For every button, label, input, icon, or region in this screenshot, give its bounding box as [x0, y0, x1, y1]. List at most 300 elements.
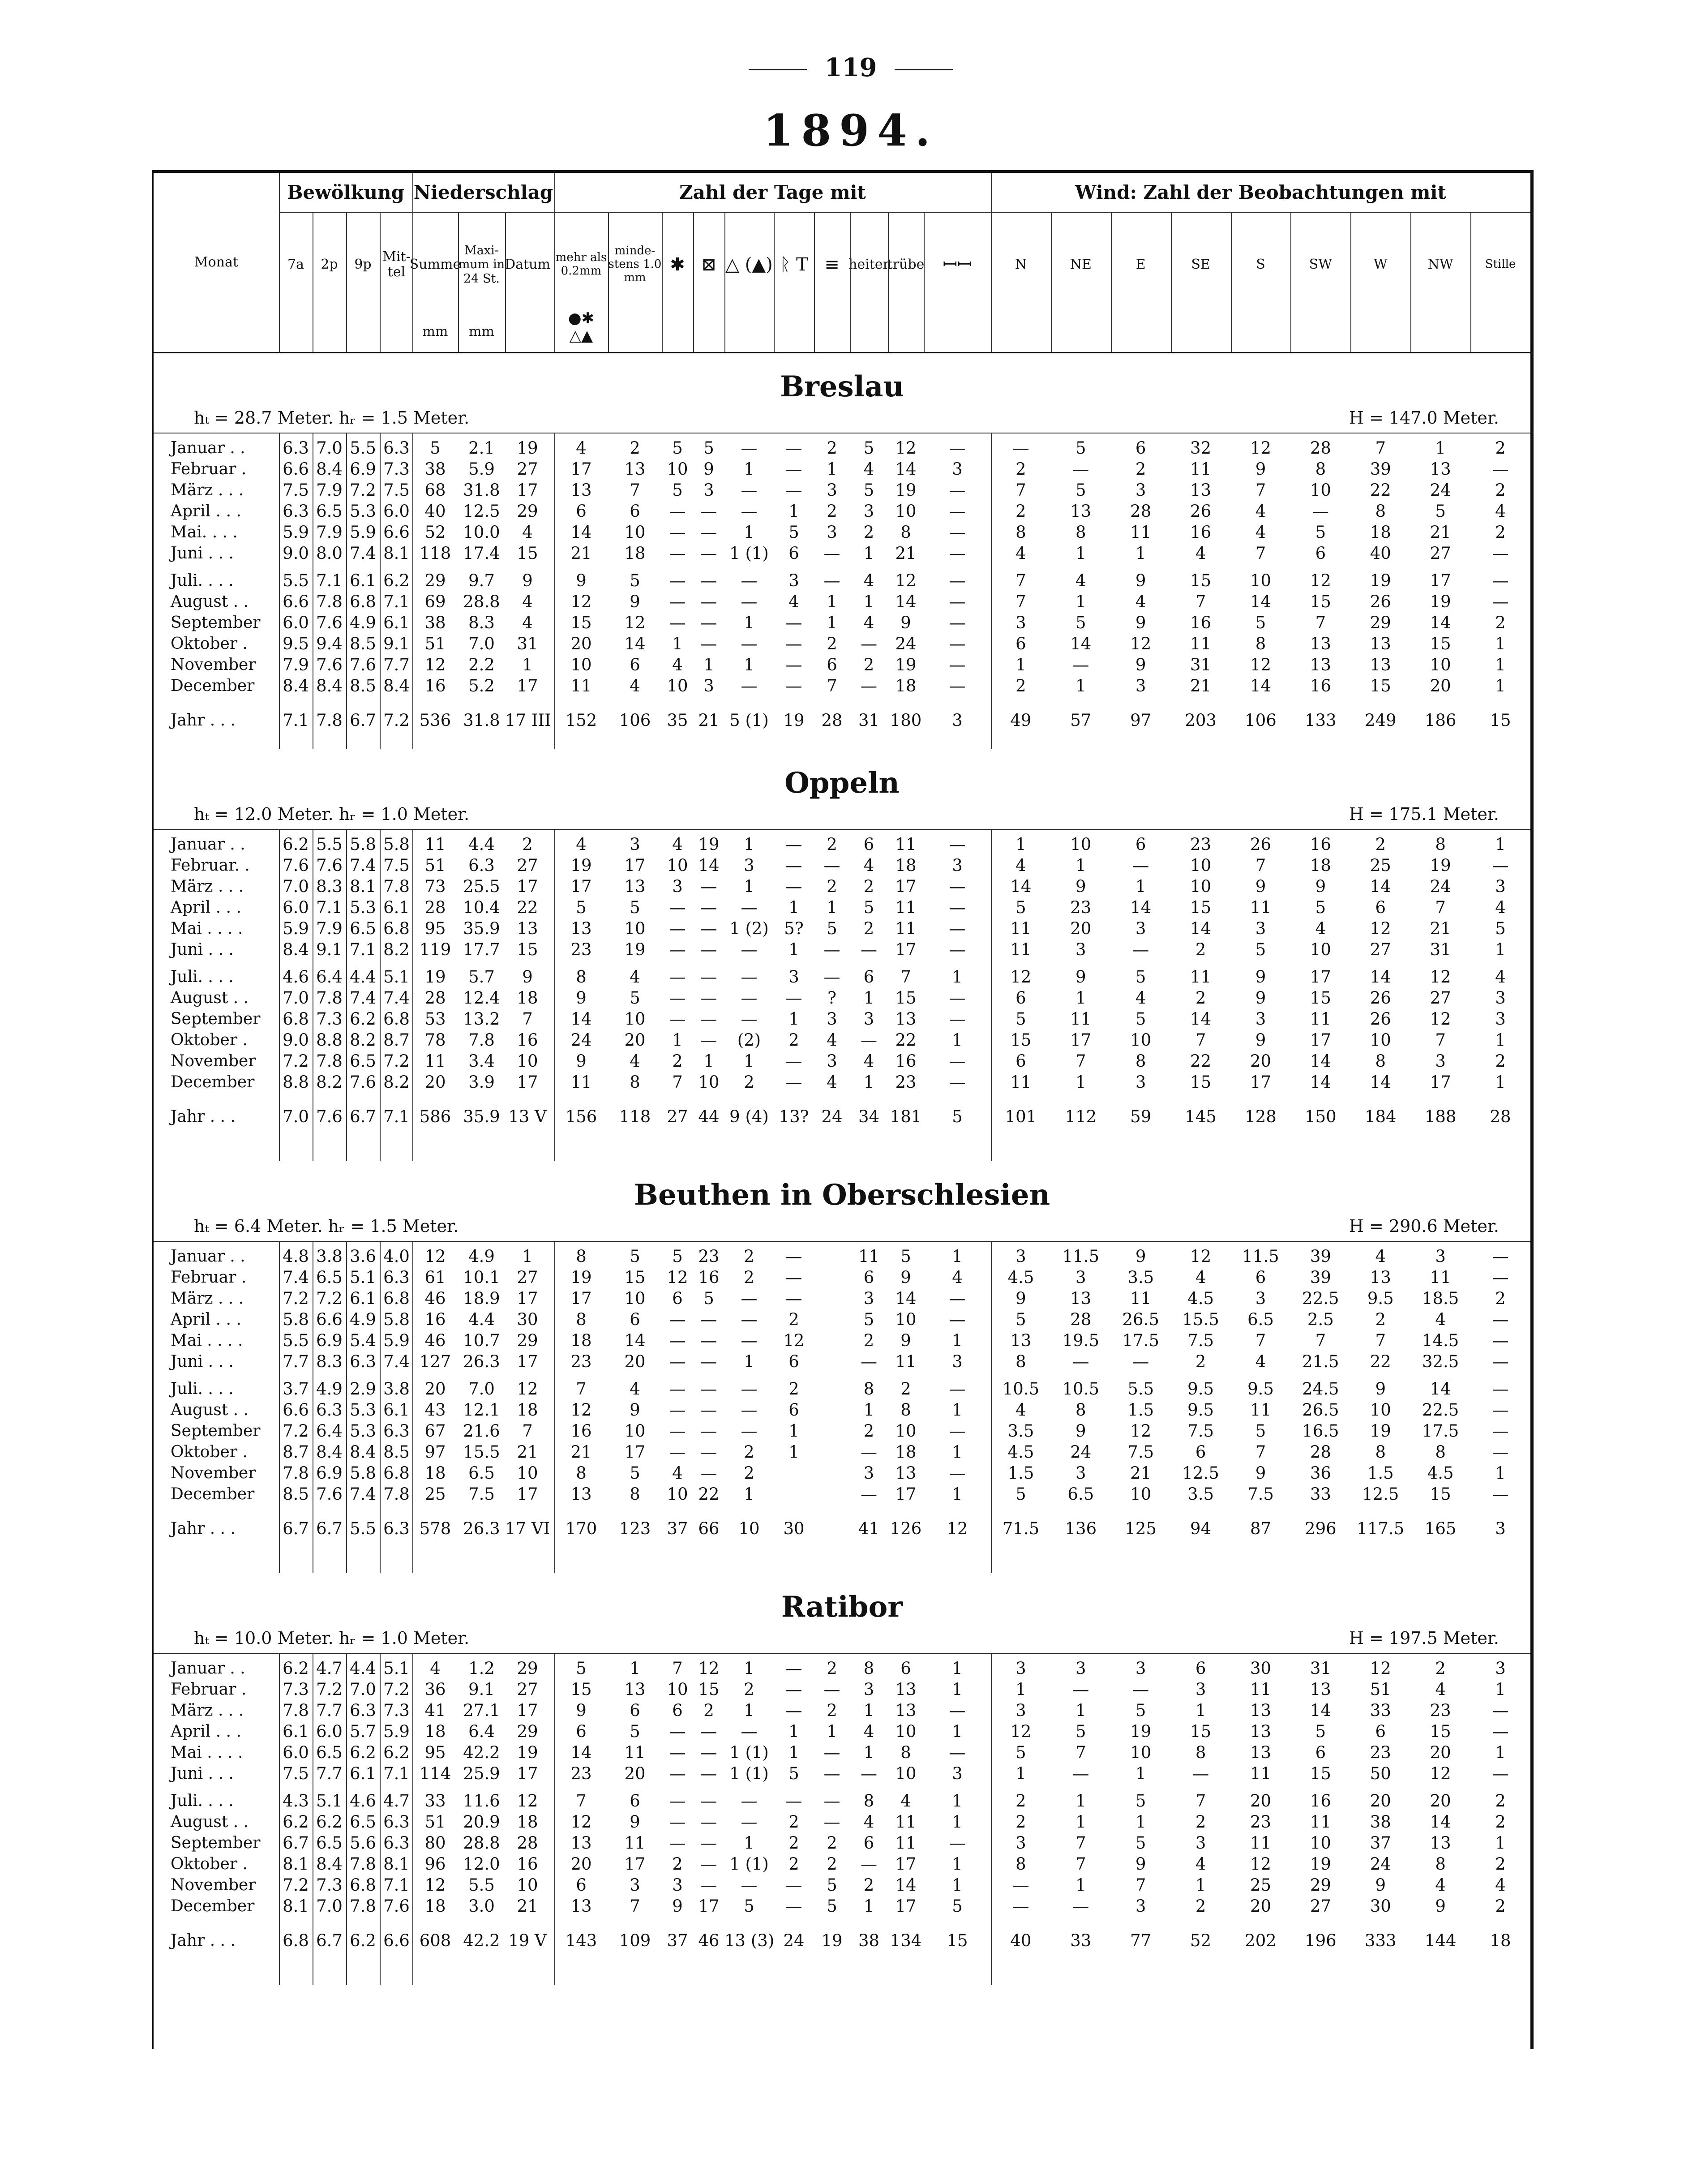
- cell-mehr-als: 20: [570, 1854, 592, 1874]
- cell-heiter: 2: [863, 523, 874, 542]
- cell-sw: 12: [1310, 571, 1331, 590]
- month-label: Mai . . . .: [171, 919, 243, 938]
- cell-mehr-als: 8: [576, 1247, 587, 1266]
- cell-s: 7: [1255, 1442, 1266, 1462]
- cell-datum: 10: [517, 1463, 538, 1483]
- cell-graupel-icon: —: [741, 1331, 758, 1350]
- header-niederschlag: Niederschlag: [412, 173, 554, 213]
- month-label: April . . .: [171, 502, 241, 520]
- cell-sw: 150: [1305, 1107, 1337, 1126]
- cell-se: 6: [1195, 1659, 1206, 1678]
- cell-sturm-icon: 1: [952, 1875, 963, 1895]
- cell-sw: 13: [1310, 634, 1331, 653]
- cell-hagel-icon: 1: [703, 1051, 714, 1071]
- cell-datum: 17: [517, 1485, 538, 1504]
- cell-heiter: 1: [863, 544, 874, 563]
- cell-nw: 1: [1435, 438, 1446, 458]
- cell-w: 8: [1375, 502, 1386, 521]
- table-row: [154, 1421, 1530, 1442]
- cell-s: 7: [1255, 481, 1266, 500]
- cell-w: 10: [1370, 1030, 1391, 1050]
- cell-mindestens: 5: [630, 1722, 640, 1741]
- cell-sw: 14: [1310, 1701, 1331, 1720]
- cell-maximum: 10.7: [463, 1331, 500, 1350]
- cell-2p: 6.5: [316, 502, 343, 521]
- cell-sw: 39: [1310, 1247, 1331, 1266]
- col-sturm-icon: ꟷꟷ: [943, 254, 972, 275]
- cell-stille: 2: [1495, 1897, 1506, 1916]
- cell-schnee-icon: 5: [672, 1247, 683, 1266]
- cell-e: 5: [1135, 1833, 1146, 1853]
- cell-gewitter-icon: 2: [788, 1030, 799, 1050]
- cell-ne: 7: [1075, 1854, 1086, 1874]
- cell-sturm-icon: —: [949, 676, 966, 695]
- cell-mittel: 6.2: [383, 571, 410, 590]
- cell-sw: 7: [1315, 613, 1326, 632]
- cell-n: 4.5: [1007, 1442, 1034, 1462]
- cell-nw: 14.5: [1422, 1331, 1459, 1350]
- cell-gewitter-icon: —: [785, 1875, 802, 1895]
- cell-e: 9: [1135, 571, 1146, 590]
- cell-maximum: 7.0: [468, 1379, 495, 1399]
- cell-graupel-icon: 1: [744, 655, 754, 674]
- cell-gewitter-icon: 2: [788, 1833, 799, 1853]
- cell-heiter: 8: [863, 1379, 874, 1399]
- table-row: [154, 571, 1530, 591]
- cell-heiter: 1: [863, 592, 874, 611]
- col-sw: SW: [1309, 256, 1333, 272]
- cell-mehr-als: 7: [576, 1379, 587, 1399]
- cell-w: 2: [1375, 1310, 1386, 1329]
- cell-ne: 7: [1075, 1051, 1086, 1071]
- cell-truebe: 14: [895, 592, 917, 611]
- cell-2p: 6.9: [316, 1463, 343, 1483]
- month-label: Februar .: [171, 460, 247, 478]
- cell-hagel-icon: 14: [698, 856, 720, 875]
- cell-gewitter-icon: —: [785, 481, 802, 500]
- cell-sturm-icon: —: [949, 1421, 966, 1441]
- cell-maximum: 28.8: [463, 592, 500, 611]
- cell-gewitter-icon: —: [785, 1791, 802, 1811]
- cell-se: 13: [1190, 481, 1212, 500]
- cell-sw: 9: [1315, 877, 1326, 896]
- cell-mindestens: 17: [624, 1854, 646, 1874]
- cell-stille: 18: [1490, 1931, 1511, 1950]
- cell-hagel-icon: 23: [698, 1247, 720, 1266]
- cell-se: 52: [1190, 1931, 1212, 1950]
- cell-maximum: 5.2: [468, 676, 495, 695]
- cell-stille: 3: [1495, 1659, 1506, 1678]
- cell-summe: 51: [424, 1812, 446, 1832]
- table-row: [154, 613, 1530, 633]
- cell-graupel-icon: 1 (1): [729, 1764, 769, 1783]
- cell-nw: 14: [1430, 1812, 1451, 1832]
- cell-mittel: 8.7: [383, 1030, 410, 1050]
- cell-graupel-icon: —: [741, 1310, 758, 1329]
- cell-nw: 12: [1430, 967, 1451, 987]
- cell-9p: 5.8: [350, 1463, 376, 1483]
- cell-datum: 15: [517, 544, 538, 563]
- cell-truebe: 22: [895, 1030, 917, 1050]
- cell-2p: 6.3: [316, 1400, 343, 1420]
- cell-summe: 41: [424, 1701, 446, 1720]
- cell-truebe: 9: [900, 1331, 911, 1350]
- cell-sturm-icon: 1: [952, 1247, 963, 1266]
- station-title: Beuthen in Oberschlesien: [634, 1178, 1050, 1212]
- cell-summe: 18: [424, 1722, 446, 1741]
- cell-stille: —: [1492, 1421, 1509, 1441]
- cell-7a: 6.3: [283, 502, 309, 521]
- month-label: Jahr . . .: [171, 1107, 236, 1126]
- cell-sw: 10: [1310, 1833, 1331, 1853]
- group-divider: [279, 433, 280, 749]
- cell-w: 26: [1370, 1009, 1391, 1029]
- cell-stille: 1: [1495, 634, 1506, 653]
- cell-s: 9: [1255, 1463, 1266, 1483]
- cell-datum: 7: [522, 1009, 533, 1029]
- month-label: November: [171, 1876, 256, 1894]
- cell-s: 202: [1245, 1931, 1277, 1950]
- cell-summe: 67: [424, 1421, 446, 1441]
- cell-gewitter-icon: 6: [788, 544, 799, 563]
- col-stille: Stille: [1485, 257, 1516, 271]
- cell-heiter: 38: [858, 1931, 880, 1950]
- month-label: Juli. . . .: [171, 571, 234, 590]
- cell-n: 6: [1015, 1051, 1026, 1071]
- cell-maximum: 25.9: [463, 1764, 500, 1783]
- cell-maximum: 11.6: [463, 1791, 500, 1811]
- cell-mittel: 6.8: [383, 919, 410, 938]
- cell-sturm-icon: 1: [952, 1442, 963, 1462]
- cell-mehr-als: 20: [570, 634, 592, 653]
- cell-ne: —: [1072, 1897, 1089, 1916]
- cell-7a: 7.1: [283, 711, 309, 730]
- cell-2p: 7.0: [316, 1897, 343, 1916]
- cell-7a: 6.8: [283, 1931, 309, 1950]
- cell-mittel: 8.5: [383, 1442, 410, 1462]
- cell-ne: 136: [1065, 1519, 1097, 1538]
- cell-se: 26: [1190, 502, 1212, 521]
- cell-sw: 5: [1315, 898, 1326, 917]
- cell-heiter: 5: [863, 481, 874, 500]
- cell-mittel: 7.4: [383, 988, 410, 1008]
- cell-s: 13: [1250, 1743, 1272, 1762]
- cell-e: 17.5: [1122, 1331, 1159, 1350]
- cell-sw: 29: [1310, 1875, 1331, 1895]
- cell-mindestens: 6: [630, 1701, 640, 1720]
- group-divider: [412, 173, 413, 352]
- cell-ne: —: [1072, 1680, 1089, 1699]
- cell-w: 333: [1364, 1931, 1397, 1950]
- cell-nw: 14: [1430, 613, 1451, 632]
- cell-schnee-icon: —: [669, 898, 686, 917]
- cell-9p: 5.6: [350, 1833, 376, 1853]
- cell-sw: 19: [1310, 1854, 1331, 1874]
- cell-hagel-icon: —: [700, 1030, 717, 1050]
- table-row: [154, 1679, 1530, 1700]
- cell-nw: 12: [1430, 1764, 1451, 1783]
- cell-gewitter-icon: 6: [788, 1400, 799, 1420]
- cell-e: —: [1132, 1680, 1149, 1699]
- table-row: [154, 1833, 1530, 1854]
- cell-sw: 11: [1310, 1812, 1331, 1832]
- month-label: August . .: [171, 1401, 249, 1419]
- cell-gewitter-icon: 1: [788, 940, 799, 959]
- cell-9p: 5.8: [350, 835, 376, 854]
- cell-maximum: 31.8: [463, 481, 500, 500]
- cell-mehr-als: 8: [576, 1310, 587, 1329]
- cell-sw: 22.5: [1302, 1289, 1339, 1308]
- month-label: Mai. . . .: [171, 523, 238, 541]
- cell-se: 7: [1195, 1791, 1206, 1811]
- cell-2p: 7.6: [316, 1107, 343, 1126]
- cell-nebel-icon: 19: [821, 1931, 843, 1950]
- cell-nw: 24: [1430, 481, 1451, 500]
- cell-se: 15: [1190, 1073, 1212, 1092]
- cell-7a: 4.3: [283, 1791, 309, 1811]
- cell-sw: 16: [1310, 1791, 1331, 1811]
- cell-hagel-icon: 5: [703, 438, 714, 458]
- cell-se: —: [1192, 1764, 1209, 1783]
- cell-se: 94: [1190, 1519, 1212, 1538]
- cell-mittel: 7.1: [383, 1107, 410, 1126]
- cell-datum: 19: [517, 1743, 538, 1762]
- cell-gewitter-icon: —: [785, 613, 802, 632]
- cell-mittel: 6.2: [383, 1743, 410, 1762]
- cell-truebe: 8: [900, 1400, 911, 1420]
- month-label: August . .: [171, 1813, 249, 1831]
- cell-nw: 8: [1435, 1442, 1446, 1462]
- cell-7a: 6.7: [283, 1519, 309, 1538]
- cell-nw: 15: [1430, 1485, 1451, 1504]
- cell-w: 19: [1370, 571, 1391, 590]
- table-row: [154, 480, 1530, 501]
- cell-schnee-icon: 10: [667, 856, 688, 875]
- cell-n: 9: [1015, 1289, 1026, 1308]
- cell-n: 8: [1015, 523, 1026, 542]
- cell-mittel: 6.3: [383, 438, 410, 458]
- column-divider: [1051, 213, 1052, 352]
- cell-graupel-icon: —: [741, 481, 758, 500]
- cell-nw: 23: [1430, 1701, 1451, 1720]
- cell-2p: 9.1: [316, 940, 343, 959]
- cell-datum: 29: [517, 502, 538, 521]
- cell-nw: 3: [1435, 1247, 1446, 1266]
- cell-2p: 4.7: [316, 1659, 343, 1678]
- cell-7a: 5.5: [283, 571, 309, 590]
- table-row: [154, 543, 1530, 564]
- cell-gewitter-icon: 1: [788, 1743, 799, 1762]
- cell-2p: 7.6: [316, 856, 343, 875]
- cell-maximum: 25.5: [463, 877, 500, 896]
- cell-7a: 6.7: [283, 1833, 309, 1853]
- cell-schnee-icon: —: [669, 988, 686, 1008]
- cell-w: 9: [1375, 1379, 1386, 1399]
- cell-summe: 12: [424, 655, 446, 674]
- group-divider: [991, 433, 992, 749]
- cell-mindestens: 4: [630, 1379, 640, 1399]
- cell-sturm-icon: —: [949, 898, 966, 917]
- cell-stille: 4: [1495, 502, 1506, 521]
- cell-2p: 6.5: [316, 1743, 343, 1762]
- cell-hagel-icon: —: [700, 898, 717, 917]
- cell-sturm-icon: —: [949, 502, 966, 521]
- cell-w: 37: [1370, 1833, 1391, 1853]
- cell-nebel-icon: 3: [827, 523, 837, 542]
- cell-7a: 7.4: [283, 1268, 309, 1287]
- cell-sw: 10: [1310, 940, 1331, 959]
- cell-summe: 18: [424, 1897, 446, 1916]
- cell-sturm-icon: —: [949, 1833, 966, 1853]
- cell-ne: 9: [1075, 877, 1086, 896]
- cell-maximum: 26.3: [463, 1352, 500, 1371]
- cell-w: 22: [1370, 481, 1391, 500]
- cell-truebe: 11: [895, 1812, 917, 1832]
- cell-schnee-icon: —: [669, 1009, 686, 1029]
- cell-e: 9: [1135, 655, 1146, 674]
- cell-datum: 27: [517, 1680, 538, 1699]
- cell-mindestens: 9: [630, 1400, 640, 1420]
- col-truebe: trübe: [887, 256, 925, 272]
- cell-graupel-icon: 1: [744, 613, 754, 632]
- table-row: [154, 522, 1530, 543]
- cell-nw: 27: [1430, 988, 1451, 1008]
- cell-w: 20: [1370, 1791, 1391, 1811]
- cell-7a: 8.8: [283, 1073, 309, 1092]
- cell-w: 2: [1375, 835, 1386, 854]
- cell-mehr-als: 23: [570, 940, 592, 959]
- cell-mittel: 7.1: [383, 592, 410, 611]
- cell-se: 11: [1190, 967, 1212, 987]
- unit-summe: mm: [422, 323, 448, 339]
- cell-summe: 20: [424, 1073, 446, 1092]
- cell-hagel-icon: 22: [698, 1485, 720, 1504]
- column-divider: [693, 213, 694, 352]
- cell-hagel-icon: 2: [703, 1701, 714, 1720]
- cell-2p: 7.1: [316, 898, 343, 917]
- cell-se: 7: [1195, 592, 1206, 611]
- station-block: [154, 757, 1530, 1169]
- cell-hagel-icon: —: [700, 1331, 717, 1350]
- cell-mehr-als: 13: [570, 1485, 592, 1504]
- cell-nw: 165: [1424, 1519, 1457, 1538]
- cell-hagel-icon: —: [700, 1310, 717, 1329]
- cell-schnee-icon: 12: [667, 1268, 688, 1287]
- cell-graupel-icon: —: [741, 1875, 758, 1895]
- cell-nw: 11: [1430, 1268, 1451, 1287]
- cell-hagel-icon: —: [700, 1400, 717, 1420]
- cell-mittel: 7.5: [383, 856, 410, 875]
- cell-truebe: 14: [895, 459, 917, 479]
- cell-nebel-icon: 7: [827, 676, 837, 695]
- cell-e: 1: [1135, 1764, 1146, 1783]
- cell-n: 13: [1010, 1331, 1032, 1350]
- cell-truebe: 12: [895, 571, 917, 590]
- cell-n: 5: [1015, 1310, 1026, 1329]
- cell-nebel-icon: 5: [827, 919, 837, 938]
- cell-summe: 68: [424, 481, 446, 500]
- cell-summe: 12: [424, 1875, 446, 1895]
- cell-e: 6: [1135, 835, 1146, 854]
- cell-sturm-icon: —: [949, 544, 966, 563]
- cell-gewitter-icon: —: [785, 1659, 802, 1678]
- cell-w: 13: [1370, 655, 1391, 674]
- cell-7a: 6.0: [283, 613, 309, 632]
- cell-9p: 6.9: [350, 459, 376, 479]
- cell-7a: 7.0: [283, 988, 309, 1008]
- cell-mehr-als: 13: [570, 481, 592, 500]
- cell-7a: 8.5: [283, 1485, 309, 1504]
- cell-mehr-als: 13: [570, 1897, 592, 1916]
- cell-sturm-icon: 3: [952, 1352, 963, 1371]
- cell-stille: 3: [1495, 1009, 1506, 1029]
- cell-s: 25: [1250, 1875, 1272, 1895]
- col-summe: Summe: [409, 256, 461, 272]
- cell-maximum: 12.5: [463, 502, 500, 521]
- cell-datum: 27: [517, 459, 538, 479]
- cell-maximum: 27.1: [463, 1701, 500, 1720]
- cell-se: 14: [1190, 919, 1212, 938]
- cell-e: 1: [1135, 1812, 1146, 1832]
- cell-nw: 144: [1424, 1931, 1457, 1950]
- cell-e: —: [1132, 940, 1149, 959]
- cell-maximum: 5.5: [468, 1875, 495, 1895]
- cell-mittel: 6.3: [383, 1268, 410, 1287]
- cell-sturm-icon: —: [949, 1009, 966, 1029]
- cell-stille: 2: [1495, 1791, 1506, 1811]
- col-7a: 7a: [287, 256, 304, 272]
- cell-se: 2: [1195, 988, 1206, 1008]
- cell-ne: 1: [1075, 856, 1086, 875]
- cell-2p: 7.6: [316, 655, 343, 674]
- cell-mehr-als: 17: [570, 459, 592, 479]
- cell-2p: 6.0: [316, 1722, 343, 1741]
- station-table-body: [154, 1653, 1530, 1994]
- cell-w: 249: [1364, 711, 1397, 730]
- cell-stille: —: [1492, 1442, 1509, 1462]
- cell-7a: 8.4: [283, 676, 309, 695]
- cell-mittel: 6.8: [383, 1009, 410, 1029]
- table-row: [154, 1463, 1530, 1484]
- cell-nw: 3: [1435, 1051, 1446, 1071]
- unit-maximum: mm: [469, 323, 494, 339]
- cell-graupel-icon: 1: [744, 1485, 754, 1504]
- cell-hagel-icon: —: [700, 1743, 717, 1762]
- cell-graupel-icon: 1: [744, 1051, 754, 1071]
- cell-2p: 5.5: [316, 835, 343, 854]
- month-label: Mai . . . .: [171, 1331, 243, 1350]
- column-divider: [608, 213, 609, 352]
- table-row: [154, 1309, 1530, 1330]
- cell-graupel-icon: 1: [744, 459, 754, 479]
- cell-9p: 6.2: [350, 1743, 376, 1762]
- cell-gewitter-icon: 2: [788, 1379, 799, 1399]
- cell-9p: 6.1: [350, 571, 376, 590]
- cell-e: 11: [1130, 523, 1152, 542]
- group-divider: [412, 830, 413, 1161]
- cell-9p: 6.7: [350, 1107, 376, 1126]
- cell-sw: 11: [1310, 1009, 1331, 1029]
- cell-truebe: 8: [900, 1743, 911, 1762]
- group-divider: [554, 433, 555, 749]
- cell-e: 3: [1135, 676, 1146, 695]
- cell-datum: 13 V: [508, 1107, 547, 1126]
- cell-n: 11: [1010, 919, 1032, 938]
- cell-mindestens: 14: [624, 634, 646, 653]
- cell-gewitter-icon: 4: [788, 592, 799, 611]
- cell-graupel-icon: —: [741, 1791, 758, 1811]
- cell-9p: 5.3: [350, 1400, 376, 1420]
